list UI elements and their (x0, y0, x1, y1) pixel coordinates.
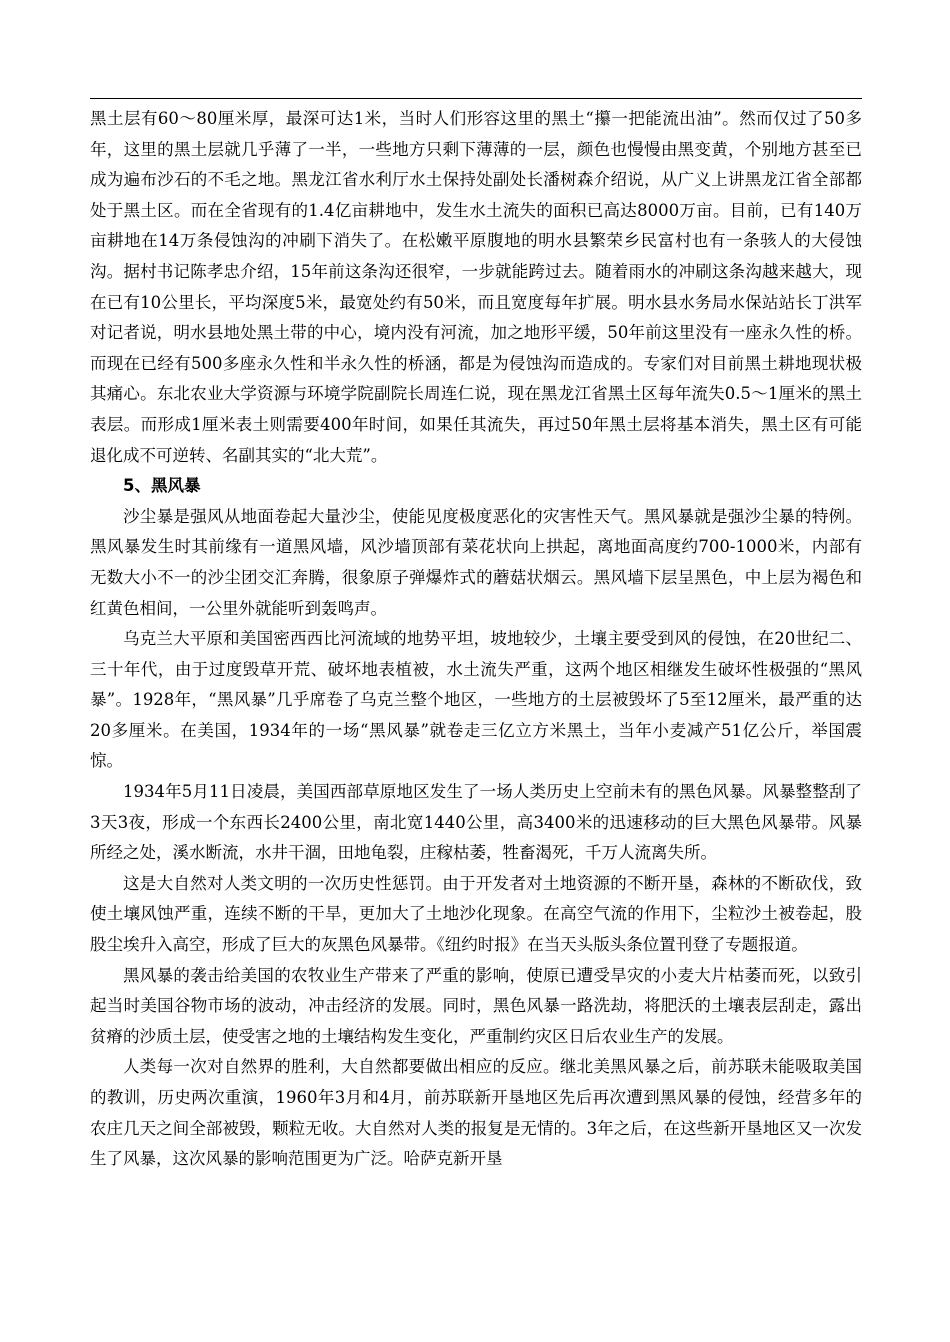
section-heading: 5、黑风暴 (123, 476, 201, 496)
paragraph: 这是大自然对人类文明的一次历史性惩罚。由于开发者对土地资源的不断开垦，森林的不断砍伐，致使土壤风蚀严重，连续不断的干旱，更加大了土地沙化现象。在高空气流的作用下，尘粒沙土被卷起，股股尘埃升入高空，形成了巨大的灰黑色风暴带。《纽约时报》在当天头版头条位置刊登了专题报道。 (90, 873, 862, 955)
paragraph: 人类每一次对自然界的胜利，大自然都要做出相应的反应。继北美黑风暴之后，前苏联未能吸取美国的教训，历史两次重演，1960年3月和4月，前苏联新开垦地区先后再次遭到黑风暴的侵蚀，经营多年的农庄几天之间全部被毁，颗粒无收。大自然对人类的报复是无情的。3年之后，在这些新开垦地区又一次发生了风暴，这次风暴的影响范围更为广泛。哈萨克新开垦 (90, 1057, 862, 1169)
paragraph: 沙尘暴是强风从地面卷起大量沙尘，使能见度极度恶化的灾害性天气。黑风暴就是强沙尘暴的特例。黑风暴发生时其前缘有一道黑风墙，风沙墙顶部有菜花状向上拱起，离地面高度约700-1000米，内部有无数大小不一的沙尘团交汇奔腾，很象原子弹爆炸式的蘑菇状烟云。黑风墙下层呈黑色，中上层为褐色和红黄色相间，一公里外就能听到轰鸣声。 (90, 506, 862, 618)
paragraph-continued: 黑土层有60～80厘米厚，最深可达1米，当时人们形容这里的黑土“攥一把能流出油”。然而仅过了50多年，这里的黑土层就几乎薄了一半，一些地方只剩下薄薄的一层，颜色也慢慢由黑变黄，个别地方甚至已成为遍布沙石的不毛之地。黑龙江省水利厅水土保持处副处长潘树森介绍说，从广义上讲黑龙江省全部都处于黑土区。而在全省现有的1.4亿亩耕地中，发生水土流失的面积已高达8000万亩。目前，已有140万亩耕地在14万条侵蚀沟的冲刷下消失了。在松嫩平原腹地的明水县繁荣乡民富村也有一条骇人的大侵蚀沟。据村书记陈孝忠介绍，15年前这条沟还很窄，一步就能跨过去。随着雨水的冲刷这条沟越来越大，现在已有10公里长，平均深度5米，最宽处约有50米，而且宽度每年扩展。明水县水务局水保站站长丁洪军对记者说，明水县地处黑土带的中心，境内没有河流，加之地形平缓，50年前这里没有一座永久性的桥。而现在已经有500多座永久性和半永久性的桥涵，都是为侵蚀沟而造成的。专家们对目前黑土耕地现状极其痛心。东北农业大学资源与环境学院副院长周连仁说，现在黑龙江省黑土区每年流失0.5～1厘米的黑土表层。而形成1厘米表土则需要400年时间，如果任其流失，再过50年黑土层将基本消失，黑土区有可能退化成不可逆转、名副其实的“北大荒”。 (90, 109, 862, 465)
paragraph: 黑风暴的袭击给美国的农牧业生产带来了严重的影响，使原已遭受旱灾的小麦大片枯萎而死，以致引起当时美国谷物市场的波动，冲击经济的发展。同时，黑色风暴一路洗劫，将肥沃的土壤表层刮走，露出贫瘠的沙质土层，使受害之地的土壤结构发生变化，严重制约灾区日后农业生产的发展。 (90, 965, 862, 1046)
header-rule (90, 98, 862, 99)
paragraph: 1934年5月11日凌晨，美国西部草原地区发生了一场人类历史上空前未有的黑色风暴。风暴整整刮了3天3夜，形成一个东西长2400公里，南北宽1440公里，高3400米的迅速移动的巨大黑色风暴带。风暴所经之处，溪水断流，水井干涸，田地龟裂，庄稼枯萎，牲畜渴死，千万人流离失所。 (90, 782, 862, 863)
paragraph: 乌克兰大平原和美国密西西比河流域的地势平坦，坡地较少，土壤主要受到风的侵蚀，在20世纪二、三十年代，由于过度毁草开荒、破坏地表植被，水土流失严重，这两个地区相继发生破坏性极强的“黑风暴”。1928年，“黑风暴”几乎席卷了乌克兰整个地区，一些地方的土层被毁坏了5至12厘米，最严重的达20多厘米。在美国，1934年的一场“黑风暴”就卷走三亿立方米黑土，当年小麦减产51亿公斤，举国震惊。 (90, 629, 862, 771)
document-body (90, 104, 862, 1175)
